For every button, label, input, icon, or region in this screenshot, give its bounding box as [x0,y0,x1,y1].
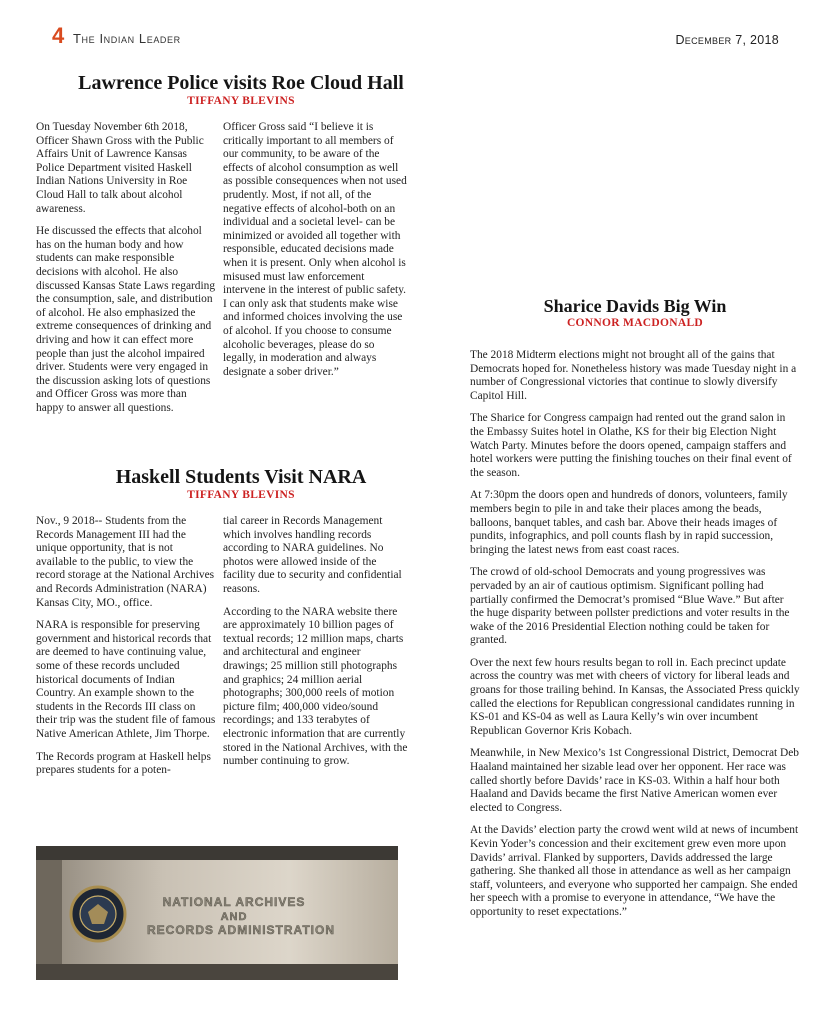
nara-column-2 [223,515,408,778]
sign-line-2: AND [220,911,248,923]
article-paragraph: Over the next few hours results began to roll in. Each precinct update across the country was met with cheers of victory for liberal leads and groans for those trailing behind. In Kansas, the Associated Press quickly called the elections for Republican congressional candidates running in KS-01 and KS-04 as well as Laura Kelly’s win over incumbent Republican Governor Kris Kobach. [470,656,800,737]
article-paragraph: Officer Gross said “I believe it is critically important to all members of our community, to be aware of the effects of alcohol consumption as well as possible consequences when not used prudently. Most, if not all, of the negative effects of alcohol-both on an individual and a societal level- can be minimized or avoided all together with responsible, educated decisions made when it is present. Only when alcohol is misused must law enforcement intervene in the interest of public safety. I can only ask that students make wise and informed choices involving the use of alcohol. If you choose to consume alcoholic beverages, please do so legally, in moderation and always designate a sober driver.” [223,121,407,378]
issue-date: December 7, 2018 [675,33,779,47]
roe-cloud-column-2 [223,121,408,388]
article-paragraph: At 7:30pm the doors open and hundreds of donors, volunteers, family members begin to pile in and take their places among the beads, balloons, banquet tables, and cash bar. Above their heads images of pundits, infographics, and poll counts flash by in rapid succession, bringing the latest news from east coast races. [470,489,788,556]
article-paragraph: On Tuesday November 6th 2018, Officer Shawn Gross with the Public Affairs Unit of Lawrence Kansas Police Department visited Haskell Indian Nations University in Roe Cloud Hall to talk about alcohol awareness. [36,121,204,215]
sign-line-3: RECORDS ADMINISTRATION [147,923,335,937]
article-paragraph: The Records program at Haskell helps prepares students for a poten- [36,750,211,777]
article-paragraph: At the Davids’ election party the crowd went wild at news of incumbent Kevin Yoder’s concession and their excitement grew even more upon Davids’ arrival. Flanked by supporters, Davids addressed the large gathering. She thanked all those in attendance as well as her campaign staff, volunteers, and everyone who supported her campaign. She ended her speech with a promise to everyone in attendance, “We have the opportunity to reset expectations.” [470,824,799,918]
article-paragraph: NARA is responsible for preserving government and historical records that are deemed to have continuing value, some of these records uncluded historical documents of Indian Country. An example shown to the students in the Records III class on their trip was the student file of famous Native American Athlete, Jim Thorpe. [36,619,216,740]
sign-line-1: NATIONAL ARCHIVES [162,895,306,909]
article-paragraph: The crowd of old-school Democrats and young progressives was pervaded by an air of cautious optimism. Significant polling had partially confirmed the Democrat’s promised “Blue Wave.” But after the huge disparity between pollster predictions and voter results in the wake of the 2016 Presidential Election nothing could be taken for granted. [470,566,790,647]
page-number: 4 [52,23,65,48]
nara-column-1 [36,515,216,787]
article-paragraph: Meanwhile, in New Mexico’s 1st Congressional District, Democrat Deb Haaland maintained her sizable lead over her opponent. Her race was called shortly before Davids’ race in KS-03. Within a half hour both Haaland and Davids became the first Native American women ever elected to Congress. [470,747,799,814]
article-paragraph: He discussed the effects that alcohol has on the human body and how students can make responsible decisions with alcohol. He also discussed Kansas State Laws regarding the consumption, sale, and distribution of alcohol. He also emphasized the extreme consequences of drinking and driving and how it can effect more people than just the alcohol impaired driver. Students were very engaged in the discussion asking lots of questions and Officer Gross was more than happy to answer all questions. [36,225,216,414]
article-paragraph: According to the NARA website there are approximately 10 billion pages of textual records; 12 million maps, charts and architectural and engineer drawings; 25 million still photographs and graphics; 24 million aerial photographs; 300,000 reels of motion picture film; 400,000 video/sound recordings; and 133 terabytes of electronic information that are currently stored in the National Archives, with the number continuing to grow. [223,605,408,768]
article-paragraph: The Sharice for Congress campaign had rented out the grand salon in the Embassy Suites hotel in Olathe, KS for their big Election Night Watch Party. Minutes before the doors opened, campaign staffers and hotel workers were putting the finishing touches on their final event of the season. [470,412,792,479]
nara-sign-photo [36,846,398,980]
davids-byline: CONNOR MACDONALD [566,317,704,329]
roe-cloud-headline: Lawrence Police visits Roe Cloud Hall [78,72,404,94]
roe-cloud-byline: TIFFANY BLEVINS [187,95,295,107]
davids-headline: Sharice Davids Big Win [543,296,727,316]
nara-byline: TIFFANY BLEVINS [187,489,295,501]
davids-column [470,349,800,929]
publication-name: The Indian Leader [73,31,181,46]
article-paragraph: tial career in Records Management which involves handling records according to NARA guidelines. No photos were allowed inside of the facility due to security and confidential reasons. [223,515,402,595]
roe-cloud-column-1 [36,121,216,424]
nara-headline: Haskell Students Visit NARA [115,466,367,488]
article-paragraph: The 2018 Midterm elections might not brought all of the gains that Democrats hoped for. Nonetheless history was made Tuesday night in a number of Congressional victories that continue to slowly diversify Capitol Hill. [470,349,797,402]
article-paragraph: Nov., 9 2018-- Students from the Records Management III had the unique opportunity, that is not available to the public, to view the record storage at the National Archives and Records Administration (NARA) Kansas City, MO., office. [36,515,215,609]
